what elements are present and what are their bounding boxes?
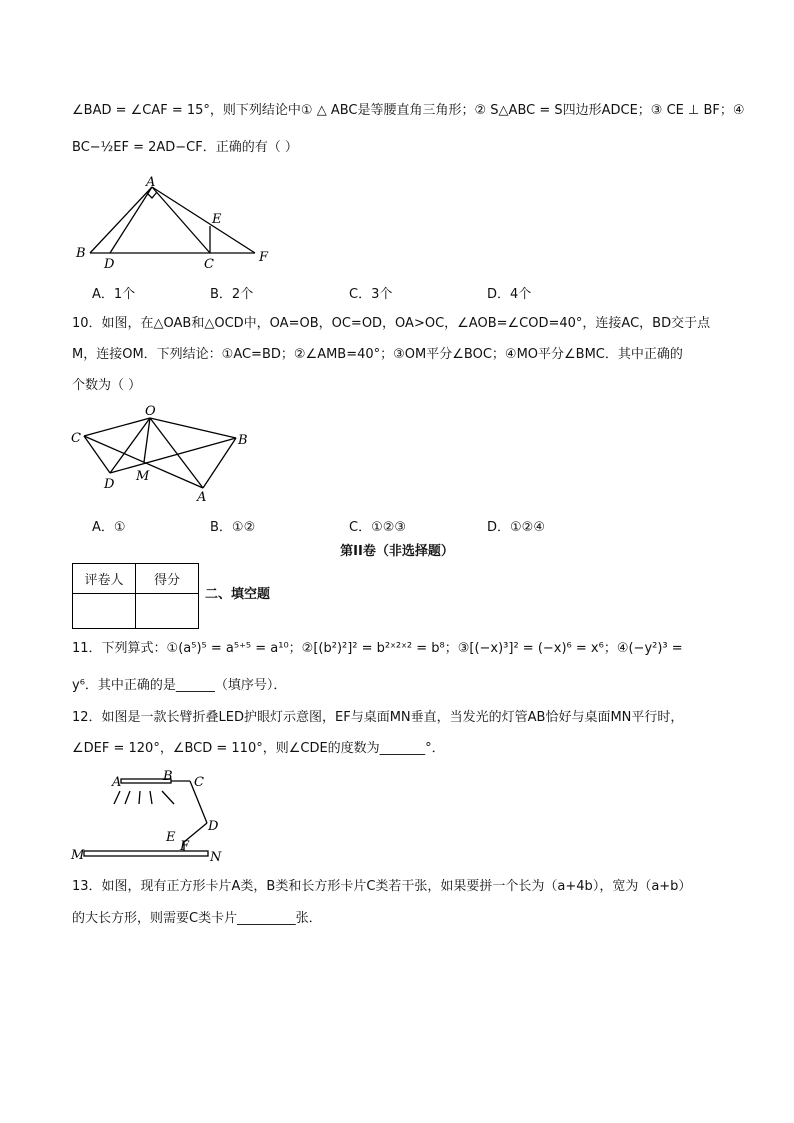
q13-text-line1: 13．如图，现有正方形卡片A类，B类和长方形卡片C类若干张，如果要拼一个长为（a+4b），宽为（a+b） xyxy=(72,879,692,894)
q9-label-d: D xyxy=(104,257,115,270)
q10-figure xyxy=(66,400,266,505)
q9-option-c[interactable]: C．3个 xyxy=(349,287,393,302)
q11-text-line2: y⁶．其中正确的是______（填序号）． xyxy=(72,678,287,693)
q10-option-d[interactable]: D．①②④ xyxy=(487,520,545,535)
q10-text-line3: 个数为（ ） xyxy=(72,378,142,393)
q10-label-c: C xyxy=(71,431,81,446)
q9-label-c: C xyxy=(204,257,214,270)
q9-figure xyxy=(70,175,280,270)
section-two-heading: 二、填空题 xyxy=(205,587,271,602)
q10-option-b[interactable]: B．①② xyxy=(210,520,256,535)
q10-option-c[interactable]: C．①②③ xyxy=(349,520,407,535)
score-table-cell-score[interactable] xyxy=(136,594,199,629)
q10-label-d: D xyxy=(104,477,115,492)
q9-label-f: F xyxy=(259,250,269,265)
q9-text-line1: ∠BAD = ∠CAF = 15°，则下列结论中① △ ABC是等腰直角三角形；② S△ABC = S四边形ADCE；③ CE ⊥ BF；④ xyxy=(72,103,745,118)
q10-label-m: M xyxy=(136,469,150,484)
q12-label-m: M xyxy=(71,848,85,863)
q12-label-b: B xyxy=(163,769,173,784)
q10-option-a[interactable]: A．① xyxy=(92,520,126,535)
q10-label-a: A xyxy=(197,490,207,505)
q12-label-n: N xyxy=(210,850,222,865)
q11-text-line1: 11．下列算式：①(a⁵)⁵ = a⁵⁺⁵ = a¹⁰；②[(b²)²]² = b²ˣ²ˣ² = b⁸；③[(−x)³]² = (−x)⁶ = x⁶；④(−y²)³ = xyxy=(72,641,683,656)
score-table xyxy=(72,563,199,629)
q9-label-e: E xyxy=(212,212,222,227)
q12-label-c: C xyxy=(194,775,204,790)
q12-label-a: A xyxy=(112,775,122,790)
q12-figure xyxy=(66,766,236,866)
section-title: 第II卷（非选择题） xyxy=(340,544,454,559)
q12-label-f: F xyxy=(180,839,190,854)
q9-label-a: A xyxy=(146,175,156,190)
q12-label-d: D xyxy=(208,819,219,834)
q10-options xyxy=(92,516,732,534)
q12-text-line1: 12．如图是一款长臂折叠LED护眼灯示意图，EF与桌面MN垂直，当发光的灯管AB恰好与桌面MN平行时， xyxy=(72,710,684,725)
q10-label-b: B xyxy=(238,433,248,448)
q9-option-b[interactable]: B．2个 xyxy=(210,287,254,302)
score-table-header-score: 得分 xyxy=(136,564,199,594)
score-table-cell-reviewer[interactable] xyxy=(73,594,136,629)
q9-label-b: B xyxy=(76,246,86,261)
q10-label-o: O xyxy=(145,404,156,419)
q13-text-line2: 的大长方形，则需要C类卡片_________张． xyxy=(72,911,322,926)
score-table-header-reviewer: 评卷人 xyxy=(73,564,136,594)
q12-label-e: E xyxy=(166,830,176,845)
q9-options xyxy=(92,283,732,301)
q10-text-line1: 10．如图，在△OAB和△OCD中，OA=OB，OC=OD，OA>OC，∠AOB=∠COD=40°，连接AC，BD交于点 xyxy=(72,316,711,331)
q10-text-line2: M，连接OM．下列结论：①AC=BD；②∠AMB=40°；③OM平分∠BOC；④MO平分∠BMC．其中正确的 xyxy=(72,347,683,362)
q9-option-d[interactable]: D．4个 xyxy=(487,287,532,302)
q9-text-line2: BC−½EF = 2AD−CF．正确的有（ ） xyxy=(72,140,298,155)
q9-option-a[interactable]: A．1个 xyxy=(92,287,136,302)
q12-text-line2: ∠DEF = 120°，∠BCD = 110°，则∠CDE的度数为_______°． xyxy=(72,741,445,756)
